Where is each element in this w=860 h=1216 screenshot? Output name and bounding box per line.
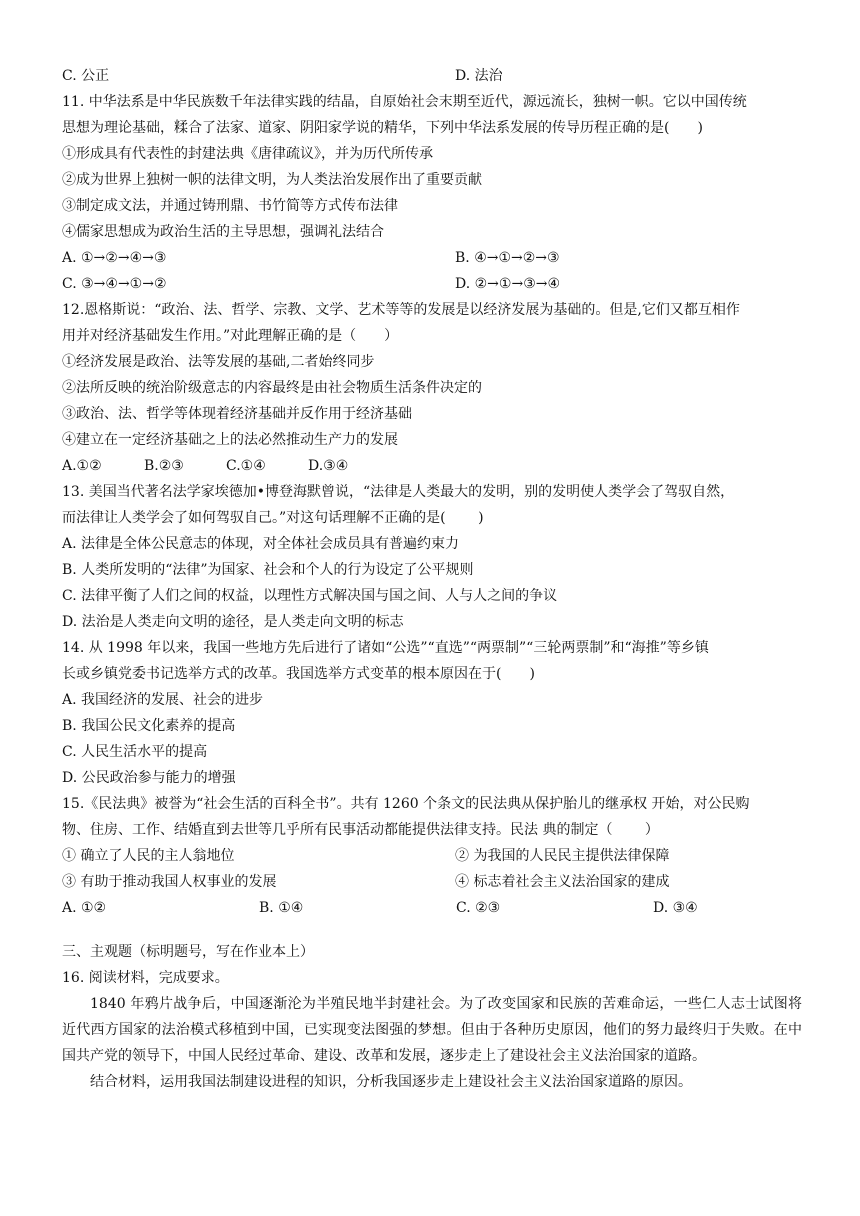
q15-options xyxy=(62,895,802,921)
q11-item-3: ③制定成文法，并通过铸刑鼎、书竹简等方式传布法律 xyxy=(62,198,398,214)
q15-stem-line1: 15.《民法典》被誉为“社会生活的百科全书”。共有 1260 个条文的民法典从保护胎儿的继承权 开始，对公民购 xyxy=(62,796,750,812)
q14-option-a: A. 我国经济的发展、社会的进步 xyxy=(62,692,264,708)
q14-option-c: C. 人民生活水平的提高 xyxy=(62,744,208,760)
question-12 xyxy=(62,297,802,479)
q15-item-3: ③ 有助于推动我国人权事业的发展 xyxy=(62,874,277,890)
q15-item-2: ② 为我国的人民民主提供法律保障 xyxy=(455,848,670,864)
q14-stem-line2: 长或乡镇党委书记选举方式的改革。我国选举方式变革的根本原因在于( ) xyxy=(62,666,535,682)
exam-page xyxy=(62,63,802,1095)
q14-stem-line1: 14. 从 1998 年以来，我国一些地方先后进行了诸如“公选”“直选”“两票制”“三轮两票制”和“海推”等乡镇 xyxy=(62,640,709,656)
q15-option-a: A. ①② xyxy=(62,900,107,916)
q12-stem-line2: 用并对经济基础发生作用。”对此理解正确的是（ ） xyxy=(62,328,399,344)
q10-option-c: C. 公正 xyxy=(62,68,110,84)
question-14 xyxy=(62,635,802,791)
q12-item-4: ④建立在一定经济基础之上的法必然推动生产力的发展 xyxy=(62,432,398,448)
q13-option-c: C. 法律平衡了人们之间的权益，以理性方式解决国与国之间、人与人之间的争议 xyxy=(62,588,558,604)
q16-material: 1840 年鸦片战争后，中国逐渐沦为半殖民地半封建社会。为了改变国家和民族的苦难命运，一些仁人志士试图将近代西方国家的法治模式移植到中国，已实现变法图强的梦想。但由于各种历史原因，他们的努力最终归于失败。在中国共产党的领导下，中国人民经过革命、建设、改革和发展，逐步走上了建设社会主义法治国家的道路。 xyxy=(62,996,802,1064)
q15-option-d: D. ③④ xyxy=(653,900,698,916)
question-13 xyxy=(62,479,802,635)
section-heading: 三、主观题（标明题号，写在作业本上） xyxy=(62,944,314,960)
question-11 xyxy=(62,89,802,297)
q15-item-1: ① 确立了人民的主人翁地位 xyxy=(62,848,235,864)
q12-item-3: ③政治、法、哲学等体现着经济基础并反作用于经济基础 xyxy=(62,406,412,422)
q13-stem-line1: 13. 美国当代著名法学家埃德加•博登海默曾说，“法律是人类最大的发明，别的发明使人类学会了驾驭自然， xyxy=(62,484,735,500)
q11-stem-line2: 思想为理论基础，糅合了法家、道家、阴阳家学说的精华，下列中华法系发展的传导历程正确的是( ) xyxy=(62,120,703,136)
question-15 xyxy=(62,791,802,921)
q12-item-1: ①经济发展是政治、法等发展的基础,二者始终同步 xyxy=(62,354,375,370)
q12-options xyxy=(62,453,802,479)
q11-stem-line1: 11. 中华法系是中华民族数千年法律实践的结晶，自原始社会末期至近代，源远流长，独树一帜。它以中国传统 xyxy=(62,94,747,110)
q11-options-row2 xyxy=(62,271,802,297)
q11-option-a: A. ①→②→④→③ xyxy=(62,250,167,266)
q11-item-2: ②成为世界上独树一帜的法律文明，为人类法治发展作出了重要贡献 xyxy=(62,172,482,188)
q13-stem-line2: 而法律让人类学会了如何驾驭自己。”对这句话理解不正确的是( ) xyxy=(62,510,484,526)
section-gap xyxy=(62,921,802,939)
q12-option-c: C.①④ xyxy=(226,458,266,474)
section-subjective xyxy=(62,939,802,1095)
q13-option-b: B. 人类所发明的“法律”为国家、社会和个人的行为设定了公平规则 xyxy=(62,562,474,578)
q16-stem: 16. 阅读材料，完成要求。 xyxy=(62,970,229,986)
q15-option-b: B. ①④ xyxy=(259,900,304,916)
q12-stem-line1: 12.恩格斯说：“政治、法、哲学、宗教、文学、艺术等等的发展是以经济发展为基础的。但是,它们又都互相作 xyxy=(62,302,740,318)
q11-item-1: ①形成具有代表性的封建法典《唐律疏议》，并为历代所传承 xyxy=(62,146,433,162)
q10-option-d: D. 法治 xyxy=(455,68,503,84)
q12-option-b: B.②③ xyxy=(144,458,184,474)
q15-stem-line2: 物、住房、工作、结婚直到去世等几乎所有民事活动都能提供法律支持。民法 典的制定（ ） xyxy=(62,822,659,838)
q11-option-c: C. ③→④→①→② xyxy=(62,276,167,292)
q15-item-4: ④ 标志着社会主义法治国家的建成 xyxy=(455,874,670,890)
q12-item-2: ②法所反映的统治阶级意志的内容最终是由社会物质生活条件决定的 xyxy=(62,380,482,396)
q11-item-4: ④儒家思想成为政治生活的主导思想，强调礼法结合 xyxy=(62,224,384,240)
q15-items-row1 xyxy=(62,843,802,869)
q16-requirement: 结合材料，运用我国法制建设进程的知识，分析我国逐步走上建设社会主义法治国家道路的原因。 xyxy=(90,1074,692,1090)
q11-option-d: D. ②→①→③→④ xyxy=(455,276,561,292)
q11-options-row1 xyxy=(62,245,802,271)
q11-option-b: B. ④→①→②→③ xyxy=(455,250,560,266)
q10-options xyxy=(62,63,802,89)
q15-items-row2 xyxy=(62,869,802,895)
q13-option-a: A. 法律是全体公民意志的体现，对全体社会成员具有普遍约束力 xyxy=(62,536,460,552)
q12-option-a: A.①② xyxy=(62,458,102,474)
q14-option-d: D. 公民政治参与能力的增强 xyxy=(62,770,236,786)
q14-option-b: B. 我国公民文化素养的提高 xyxy=(62,718,236,734)
q15-option-c: C. ②③ xyxy=(456,900,501,916)
q13-option-d: D. 法治是人类走向文明的途径，是人类走向文明的标志 xyxy=(62,614,404,630)
q12-option-d: D.③④ xyxy=(308,458,349,474)
